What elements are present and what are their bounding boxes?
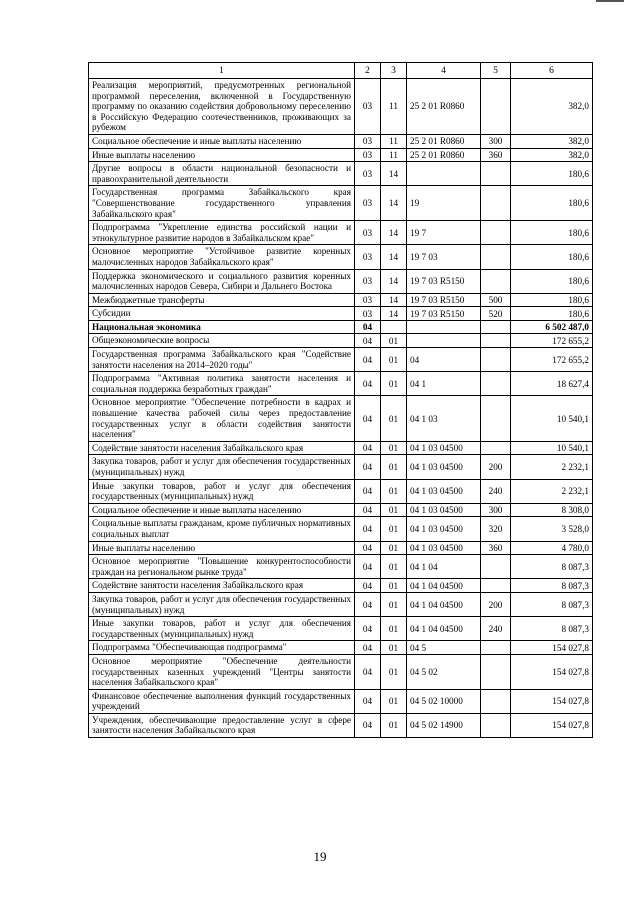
row-expense-type: 320	[481, 517, 511, 541]
row-target-article: 04 1 03	[407, 396, 481, 441]
row-target-article	[407, 334, 481, 348]
row-subsection: 01	[381, 517, 407, 541]
table-row	[89, 617, 593, 641]
row-subsection: 01	[381, 396, 407, 441]
row-subsection: 14	[381, 221, 407, 245]
row-amount: 382,0	[511, 148, 593, 162]
row-amount: 180,6	[511, 186, 593, 221]
row-name: Содействие занятости населения Забайкальского края	[89, 441, 355, 455]
row-target-article: 25 2 01 R0860	[407, 148, 481, 162]
row-amount: 154 027,8	[511, 641, 593, 655]
table-row	[89, 641, 593, 655]
row-target-article: 04 1 03 04500	[407, 455, 481, 479]
budget-table	[88, 62, 593, 738]
row-amount: 4 780,0	[511, 541, 593, 555]
row-target-article: 04 1 04	[407, 555, 481, 579]
row-subsection: 01	[381, 713, 407, 737]
row-name: Реализация мероприятий, предусмотренных региональной программой переселения, включенной в Государственную программу по оказанию содействия добровольному переселению в Российскую Федерацию соотечественников, проживающих за рубежом	[89, 79, 355, 135]
row-name: Общеэкономические вопросы	[89, 334, 355, 348]
row-name: Учреждения, обеспечивающие предоставление услуг в сфере занятости населения Забайкальского края	[89, 713, 355, 737]
row-section: 04	[355, 579, 381, 593]
row-target-article: 04 1 03 04500	[407, 503, 481, 517]
row-section: 03	[355, 245, 381, 269]
row-name: Иные выплаты населению	[89, 541, 355, 555]
row-name: Межбюджетные трансферты	[89, 293, 355, 307]
row-expense-type: 360	[481, 541, 511, 555]
row-expense-type	[481, 555, 511, 579]
row-name: Закупка товаров, работ и услуг для обеспечения государственных (муниципальных) нужд	[89, 592, 355, 616]
row-expense-type	[481, 245, 511, 269]
table-row	[89, 396, 593, 441]
row-expense-type: 200	[481, 592, 511, 616]
table-row	[89, 441, 593, 455]
row-amount: 382,0	[511, 134, 593, 148]
row-target-article: 04 1 04 04500	[407, 579, 481, 593]
row-amount: 8 087,3	[511, 617, 593, 641]
table-body	[89, 79, 593, 738]
row-amount: 180,6	[511, 293, 593, 307]
row-expense-type	[481, 334, 511, 348]
row-amount: 8 087,3	[511, 579, 593, 593]
table-row	[89, 555, 593, 579]
row-section: 04	[355, 348, 381, 372]
row-section: 04	[355, 541, 381, 555]
row-expense-type	[481, 579, 511, 593]
row-target-article: 04 5 02 10000	[407, 689, 481, 713]
row-name: Финансовое обеспечение выполнения функций государственных учреждений	[89, 689, 355, 713]
row-section: 04	[355, 555, 381, 579]
row-target-article: 19 7 03 R5150	[407, 307, 481, 321]
row-amount: 180,6	[511, 162, 593, 186]
row-name: Основное мероприятие "Устойчивое развитие коренных малочисленных народов Забайкальского края"	[89, 245, 355, 269]
row-target-article: 19 7 03 R5150	[407, 293, 481, 307]
row-section: 03	[355, 148, 381, 162]
row-subsection: 01	[381, 617, 407, 641]
header-cell: 5	[481, 63, 511, 79]
row-expense-type: 520	[481, 307, 511, 321]
row-target-article: 04 1 04 04500	[407, 592, 481, 616]
row-section: 03	[355, 221, 381, 245]
row-section: 03	[355, 307, 381, 321]
row-subsection: 14	[381, 307, 407, 321]
row-target-article: 04 1 03 04500	[407, 479, 481, 503]
row-subsection: 01	[381, 372, 407, 396]
table-row	[89, 148, 593, 162]
row-subsection: 01	[381, 334, 407, 348]
row-amount: 8 308,0	[511, 503, 593, 517]
row-target-article	[407, 162, 481, 186]
row-name: Иные закупки товаров, работ и услуг для обеспечения государственных (муниципальных) нужд	[89, 617, 355, 641]
table-row	[89, 245, 593, 269]
row-amount: 180,6	[511, 245, 593, 269]
row-amount: 18 627,4	[511, 372, 593, 396]
row-subsection: 14	[381, 186, 407, 221]
row-target-article: 25 2 01 R0860	[407, 79, 481, 135]
row-subsection: 01	[381, 641, 407, 655]
row-section: 04	[355, 372, 381, 396]
row-name: Социальное обеспечение и иные выплаты населению	[89, 134, 355, 148]
table-row	[89, 592, 593, 616]
row-expense-type	[481, 372, 511, 396]
row-section: 04	[355, 592, 381, 616]
row-target-article: 04 5 02	[407, 654, 481, 689]
row-subsection: 01	[381, 654, 407, 689]
header-cell: 3	[381, 63, 407, 79]
row-subsection: 01	[381, 555, 407, 579]
row-amount: 6 502 487,0	[511, 320, 593, 334]
row-subsection: 01	[381, 503, 407, 517]
scan-mark	[596, 0, 624, 2]
header-cell: 1	[89, 63, 355, 79]
header-cell: 2	[355, 63, 381, 79]
row-expense-type: 360	[481, 148, 511, 162]
table-row	[89, 269, 593, 293]
table-row	[89, 134, 593, 148]
row-target-article: 04 1	[407, 372, 481, 396]
row-section: 04	[355, 689, 381, 713]
table-row	[89, 654, 593, 689]
row-expense-type	[481, 162, 511, 186]
row-expense-type	[481, 713, 511, 737]
row-amount: 172 655,2	[511, 348, 593, 372]
table-row	[89, 307, 593, 321]
row-subsection: 14	[381, 269, 407, 293]
row-expense-type	[481, 441, 511, 455]
header-cell: 6	[511, 63, 593, 79]
row-section: 03	[355, 186, 381, 221]
row-name: Подпрограмма "Укрепление единства российской нации и этнокультурное развитие народов в Забайкальском крае"	[89, 221, 355, 245]
row-name: Закупка товаров, работ и услуг для обеспечения государственных (муниципальных) нужд	[89, 455, 355, 479]
row-target-article: 19	[407, 186, 481, 221]
row-name: Субсидии	[89, 307, 355, 321]
row-section: 04	[355, 441, 381, 455]
row-subsection: 01	[381, 541, 407, 555]
table-row	[89, 503, 593, 517]
row-subsection: 01	[381, 455, 407, 479]
row-target-article: 04	[407, 348, 481, 372]
row-expense-type: 300	[481, 503, 511, 517]
row-expense-type: 240	[481, 617, 511, 641]
row-section: 03	[355, 79, 381, 135]
row-section: 04	[355, 455, 381, 479]
table-row	[89, 186, 593, 221]
row-expense-type	[481, 348, 511, 372]
row-target-article	[407, 320, 481, 334]
row-section: 04	[355, 320, 381, 334]
table-row	[89, 479, 593, 503]
row-subsection: 01	[381, 592, 407, 616]
row-expense-type	[481, 269, 511, 293]
table-row	[89, 713, 593, 737]
row-expense-type: 300	[481, 134, 511, 148]
row-expense-type: 240	[481, 479, 511, 503]
table-row	[89, 221, 593, 245]
row-amount: 2 232,1	[511, 455, 593, 479]
row-expense-type	[481, 654, 511, 689]
row-subsection: 14	[381, 245, 407, 269]
row-expense-type: 200	[481, 455, 511, 479]
row-amount: 180,6	[511, 269, 593, 293]
row-section: 04	[355, 517, 381, 541]
row-expense-type	[481, 221, 511, 245]
row-amount: 3 528,0	[511, 517, 593, 541]
row-amount: 10 540,1	[511, 396, 593, 441]
row-name: Государственная программа Забайкальского края "Содействие занятости населения на 2014–2020 годы"	[89, 348, 355, 372]
table-row	[89, 293, 593, 307]
table-row	[89, 320, 593, 334]
row-subsection: 01	[381, 348, 407, 372]
row-section: 04	[355, 713, 381, 737]
table-row	[89, 689, 593, 713]
row-name: Иные выплаты населению	[89, 148, 355, 162]
row-subsection: 14	[381, 293, 407, 307]
row-section: 04	[355, 617, 381, 641]
row-target-article: 04 1 04 04500	[407, 617, 481, 641]
row-expense-type: 500	[481, 293, 511, 307]
row-subsection: 11	[381, 148, 407, 162]
row-target-article: 04 5 02 14900	[407, 713, 481, 737]
page-number: 19	[313, 849, 327, 864]
table-row	[89, 79, 593, 135]
row-name: Основное мероприятие "Повышение конкурентоспособности граждан на региональном рынке труда"	[89, 555, 355, 579]
row-section: 04	[355, 479, 381, 503]
row-subsection: 14	[381, 162, 407, 186]
row-section: 04	[355, 396, 381, 441]
row-expense-type	[481, 689, 511, 713]
row-amount: 2 232,1	[511, 479, 593, 503]
row-expense-type	[481, 396, 511, 441]
row-amount: 10 540,1	[511, 441, 593, 455]
table-row	[89, 455, 593, 479]
row-name: Подпрограмма "Активная политика занятости населения и социальная поддержка безработных граждан"	[89, 372, 355, 396]
row-section: 03	[355, 134, 381, 148]
table-row	[89, 517, 593, 541]
row-name: Поддержка экономического и социального развития коренных малочисленных народов Севера, Сибири и Дальнего Востока	[89, 269, 355, 293]
row-section: 04	[355, 503, 381, 517]
row-name: Основное мероприятие "Обеспечение деятельности государственных казенных учреждений "Центры занятости населения Забайкальского края"	[89, 654, 355, 689]
row-section: 03	[355, 293, 381, 307]
row-section: 03	[355, 269, 381, 293]
row-subsection: 01	[381, 689, 407, 713]
row-target-article: 04 5	[407, 641, 481, 655]
table-row	[89, 579, 593, 593]
row-amount: 154 027,8	[511, 654, 593, 689]
row-target-article: 04 1 03 04500	[407, 441, 481, 455]
row-name: Социальные выплаты гражданам, кроме публичных нормативных социальных выплат	[89, 517, 355, 541]
row-target-article: 25 2 01 R0860	[407, 134, 481, 148]
row-subsection	[381, 320, 407, 334]
row-section: 04	[355, 334, 381, 348]
row-subsection: 01	[381, 579, 407, 593]
row-amount: 180,6	[511, 307, 593, 321]
row-section: 03	[355, 162, 381, 186]
row-subsection: 11	[381, 79, 407, 135]
row-name: Иные закупки товаров, работ и услуг для обеспечения государственных (муниципальных) нужд	[89, 479, 355, 503]
row-name: Содействие занятости населения Забайкальского края	[89, 579, 355, 593]
header-cell: 4	[407, 63, 481, 79]
row-expense-type	[481, 79, 511, 135]
table-row	[89, 541, 593, 555]
row-amount: 8 087,3	[511, 592, 593, 616]
row-section: 04	[355, 654, 381, 689]
row-subsection: 11	[381, 134, 407, 148]
row-name: Государственная программа Забайкальского края "Совершенствование государственного управления Забайкальского края"	[89, 186, 355, 221]
row-amount: 382,0	[511, 79, 593, 135]
row-expense-type	[481, 641, 511, 655]
row-name: Национальная экономика	[89, 320, 355, 334]
row-subsection: 01	[381, 479, 407, 503]
row-amount: 154 027,8	[511, 713, 593, 737]
row-expense-type	[481, 320, 511, 334]
row-name: Основное мероприятие "Обеспечение потребности в кадрах и повышение качества рабочей силы через предоставление государственных услуг в области содействия занятости населения"	[89, 396, 355, 441]
row-target-article: 19 7 03 R5150	[407, 269, 481, 293]
row-amount: 180,6	[511, 221, 593, 245]
row-name: Подпрограмма "Обеспечивающая подпрограмма"	[89, 641, 355, 655]
table-row	[89, 372, 593, 396]
row-target-article: 19 7	[407, 221, 481, 245]
row-amount: 8 087,3	[511, 555, 593, 579]
row-target-article: 04 1 03 04500	[407, 517, 481, 541]
row-name: Социальное обеспечение и иные выплаты населению	[89, 503, 355, 517]
row-target-article: 04 1 03 04500	[407, 541, 481, 555]
table-row	[89, 162, 593, 186]
row-section: 04	[355, 641, 381, 655]
row-amount: 172 655,2	[511, 334, 593, 348]
row-name: Другие вопросы в области национальной безопасности и правоохранительной деятельности	[89, 162, 355, 186]
table-row	[89, 334, 593, 348]
row-expense-type	[481, 186, 511, 221]
table-row	[89, 348, 593, 372]
row-subsection: 01	[381, 441, 407, 455]
row-target-article: 19 7 03	[407, 245, 481, 269]
row-amount: 154 027,8	[511, 689, 593, 713]
header-row	[89, 63, 593, 79]
